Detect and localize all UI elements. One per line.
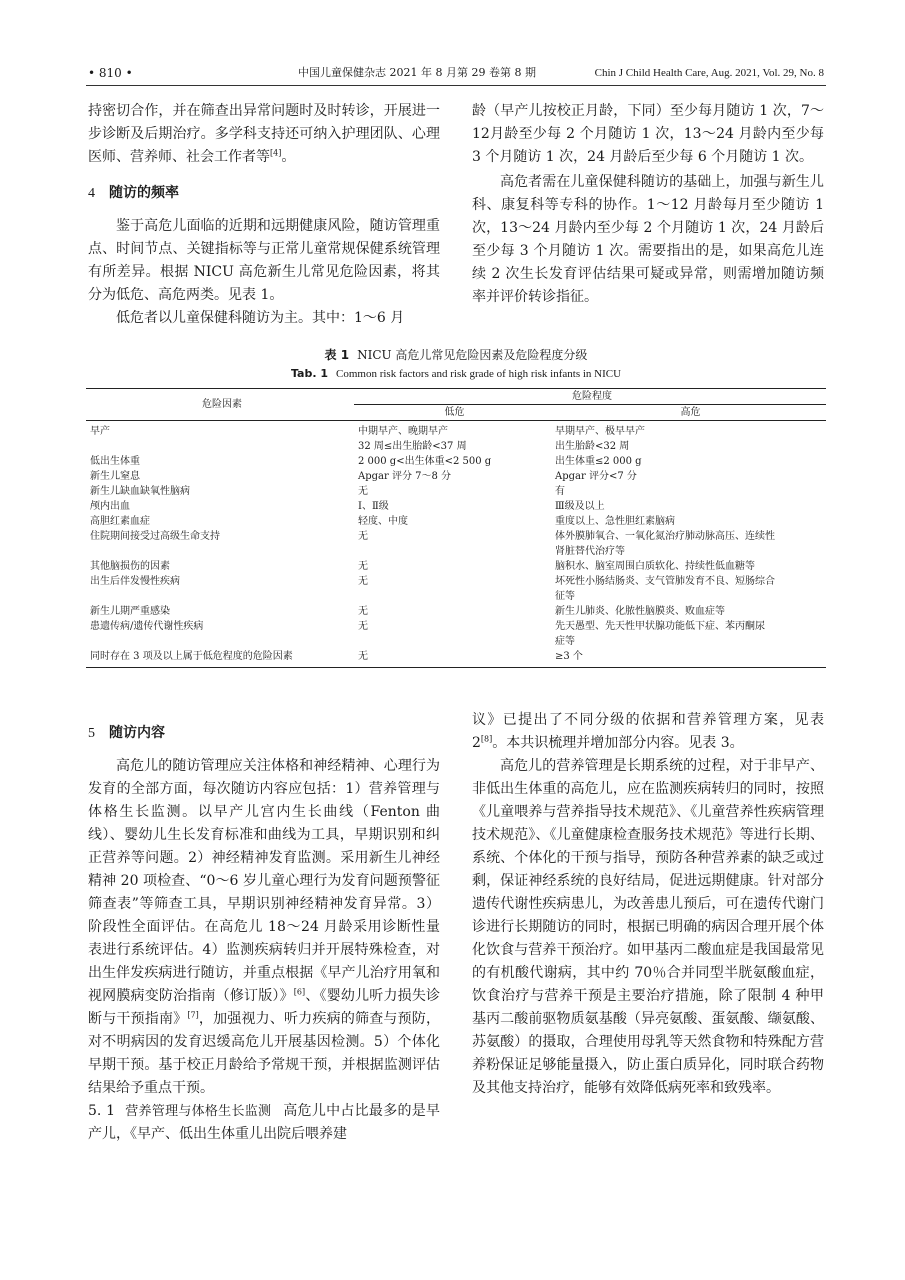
section-heading-4: 4 随访的频率: [88, 185, 179, 201]
paragraph: 高危者需在儿童保健科随访的基础上，加强与新生儿科、康复科等专科的协作。1～12 月龄每月至少随访 1 次，13～24 月龄内至少每 2 个月随访 1 次，24 月龄后至少每 3 个月随访 1 次。需要指出的是，如果高危儿连续 2 次生长发育评估结果可疑或异常，则需增加随访频率并评价转诊指征。: [472, 174, 824, 305]
table-cell-high: Apgar 评分<7 分: [555, 471, 637, 482]
table-cell-high: 新生儿肺炎、化脓性脑膜炎、败血症等: [555, 606, 725, 617]
table-row: [86, 574, 826, 604]
table-cell-low: Apgar 评分 7～8 分: [358, 471, 452, 482]
citation: [4]: [270, 148, 282, 158]
table-row: [86, 529, 826, 559]
top-right-column: [472, 100, 824, 309]
table-cell-factor: 颅内出血: [90, 501, 130, 512]
table-caption-cn: 表 1 NICU 高危儿常见危险因素及危险程度分级: [324, 348, 588, 362]
table-cell-low: 无: [358, 621, 368, 632]
table-cell-factor: 患遗传病/遗传代谢性疾病: [90, 621, 204, 632]
citation: [8]: [480, 734, 493, 744]
risk-factor-table: [86, 388, 826, 668]
citation: [6]: [293, 987, 306, 997]
table-cell-high: Ⅲ级及以上: [555, 501, 605, 512]
header-rule: [86, 85, 826, 86]
col-header-low: 低危: [354, 405, 551, 421]
table-row: [86, 514, 826, 529]
table-cell-low: 无: [358, 486, 368, 497]
journal-title-en: Chin J Child Health Care, Aug. 2021, Vol. 29, No. 8: [594, 67, 824, 79]
table-cell-low: 无: [358, 576, 368, 587]
table-cell-factor: 其他脑损伤的因素: [90, 561, 170, 572]
table-row: [86, 421, 826, 455]
table-caption-en: Tab. 1 Common risk factors and risk grade of high risk infants in NICU: [290, 367, 622, 380]
table-cell-low: Ⅰ、Ⅱ级: [358, 501, 389, 512]
table-cell-high: 出生体重≤2 000 g: [555, 456, 642, 467]
table-row: [86, 499, 826, 514]
table-cell-low: 轻度、中度: [358, 516, 408, 527]
paragraph: 龄（早产儿按校正月龄，下同）至少每月随访 1 次，7～12月龄至少每 2 个月随访 1 次，13～24 月龄内至少每 3 个月随访 1 次，24 月龄后至少每 6 个月随访 1 次。: [472, 103, 824, 165]
subsection-title: 营养管理与体格生长监测: [125, 1104, 272, 1119]
bottom-right-column: [472, 709, 824, 1100]
table-cell-factor: 低出生体重: [90, 456, 140, 467]
table-cell-low: 无: [358, 561, 368, 572]
col-header-factor: 危险因素: [86, 389, 354, 421]
table-cell-low: 中期早产、晚期早产 32 周≤出生胎龄<37 周: [358, 426, 467, 452]
table-row: [86, 484, 826, 499]
paragraph: 议》已提出了不同分级的依据和营养管理方案，见表 2[8]。本共识梳理并增加部分内容。见表 3。: [472, 712, 824, 751]
table-row: [86, 469, 826, 484]
running-header: [88, 62, 824, 84]
table-cell-high: 早期早产、极早早产 出生胎龄<32 周: [555, 426, 645, 452]
table-cell-high: ≥3 个: [551, 649, 826, 668]
citation: [7]: [187, 1010, 199, 1020]
journal-title-cn: 中国儿童保健杂志 2021 年 8 月第 29 卷第 8 期: [298, 66, 536, 79]
paragraph: 持密切合作，并在筛查出异常问题时及时转诊，开展进一步诊断及后期治疗。多学科支持还可纳入护理团队、心理医师、营养师、社会工作者等[4]。: [88, 103, 440, 165]
table-cell-factor: 高胆红素血症: [90, 516, 150, 527]
paragraph: 低危者以儿童保健科随访为主。其中：1～6 月: [116, 310, 405, 326]
table-row: [86, 649, 826, 668]
table-cell-high: 坏死性小肠结肠炎、支气管肺发育不良、短肠综合 征等: [555, 576, 775, 602]
table-row: [86, 604, 826, 619]
top-left-column: [88, 100, 440, 330]
section-heading-5: 5 随访内容: [88, 725, 165, 741]
paragraph: 高危儿的营养管理是长期系统的过程，对于非早产、非低出生体重的高危儿，应在监测疾病转归的同时，按照《儿童喂养与营养指导技术规范》、《儿童营养性疾病管理技术规范》、《儿童健康检查服务技术规范》等进行长期、系统、个体化的干预与指导，预防各种营养素的缺乏或过剩，保证神经系统的良好结局，促进远期健康。针对部分遗传代谢性疾病患儿，为改善患儿预后，可在遗传代谢门诊进行长期随访的同时，根据已明确的病因合理开展个体化饮食与营养干预治疗。如甲基丙二酸血症是我国最常见的有机酸代谢病，其中约 70％合并同型半胱氨酸血症，饮食治疗与营养干预是主要治疗措施，除了限制 4 种甲基丙二酸前驱物质氨基酸（异亮氨酸、蛋氨酸、缬氨酸、苏氨酸）的摄取，合理使用母乳等天然食物和特殊配方营养粉保证足够能量摄入，防止蛋白质异化，同时联合药物及其他支持治疗，能够有效降低病死率和致残率。: [472, 758, 824, 1096]
paragraph: 高危儿的随访管理应关注体格和神经精神、心理行为发育的全部方面，每次随访内容应包括：1）营养管理与体格生长监测。以早产儿宫内生长曲线（Fenton 曲线）、婴幼儿生长发育标准和曲线为工具，早期识别和纠正营养等问题。2）神经精神发育监测。采用新生儿神经精神 20 项检查、“0～6 岁儿童心理行为发育问题预警征筛查表”等筛查工具，早期识别神经精神发育异常。3）阶段性全面评估。在高危儿 18～24 月龄采用诊断性量表进行系统评估。4）监测疾病转归并开展特殊检查，对出生伴发疾病进行随访，并重点根据《早产儿治疗用氧和视网膜病变防治指南（修订版）》[6]、《婴幼儿听力损失诊断与干预指南》[7]，加强视力、听力疾病的筛查与预防，对不明病因的发育迟缓高危儿开展基因检测。5）个体化早期干预。基于校正月龄给予常规干预，并根据监测评估结果给予重点干预。: [88, 758, 441, 1096]
table-cell-low: 无: [358, 531, 368, 542]
table-cell-low: 2 000 g<出生体重<2 500 g: [358, 456, 492, 467]
table-cell-low: 无: [358, 606, 368, 617]
paragraph: 鉴于高危儿面临的近期和远期健康风险，随访管理重点、时间节点、关键指标等与正常儿童常规保健系统管理有所差异。根据 NICU 高危新生儿常见危险因素，将其分为低危、高危两类。见表 1。: [88, 218, 440, 303]
table-cell-factor: 新生儿窒息: [90, 471, 140, 482]
page-number: • 810 •: [88, 66, 133, 80]
table-cell-factor: 出生后伴发慢性疾病: [90, 576, 180, 587]
col-header-high: 高危: [551, 405, 826, 421]
table-row: [86, 559, 826, 574]
table-cell-high: 重度以上、急性胆红素脑病: [555, 516, 675, 527]
table-cell-low: 无: [354, 649, 551, 668]
table-cell-high: 体外膜肺氧合、一氧化氮治疗肺动脉高压、连续性 肾脏替代治疗等: [555, 531, 775, 557]
table-cell-factor: 住院期间接受过高级生命支持: [90, 531, 220, 542]
table-cell-factor: 新生儿期严重感染: [90, 606, 170, 617]
table-cell-high: 脑积水、脑室周围白质软化、持续性低血糖等: [555, 561, 755, 572]
table-row: [86, 619, 826, 649]
table-row: [86, 454, 826, 469]
subsection-5-1: 5. 1 营养管理与体格生长监测 高危儿中占比最多的是早产儿，《早产、低出生体重儿出院后喂养建: [88, 1103, 441, 1142]
table-cell-high: 先天愚型、先天性甲状腺功能低下症、苯丙酮尿 症等: [555, 621, 765, 647]
table-cell-factor: 新生儿缺血缺氧性脑病: [90, 486, 190, 497]
table-cell-factor: 同时存在 3 项及以上属于低危程度的危险因素: [86, 649, 354, 668]
table-cell-factor: 早产: [90, 426, 110, 437]
table-cell-high: 有: [555, 486, 565, 497]
col-header-risk-grade: 危险程度: [354, 389, 826, 405]
bottom-left-column: [88, 722, 440, 1146]
